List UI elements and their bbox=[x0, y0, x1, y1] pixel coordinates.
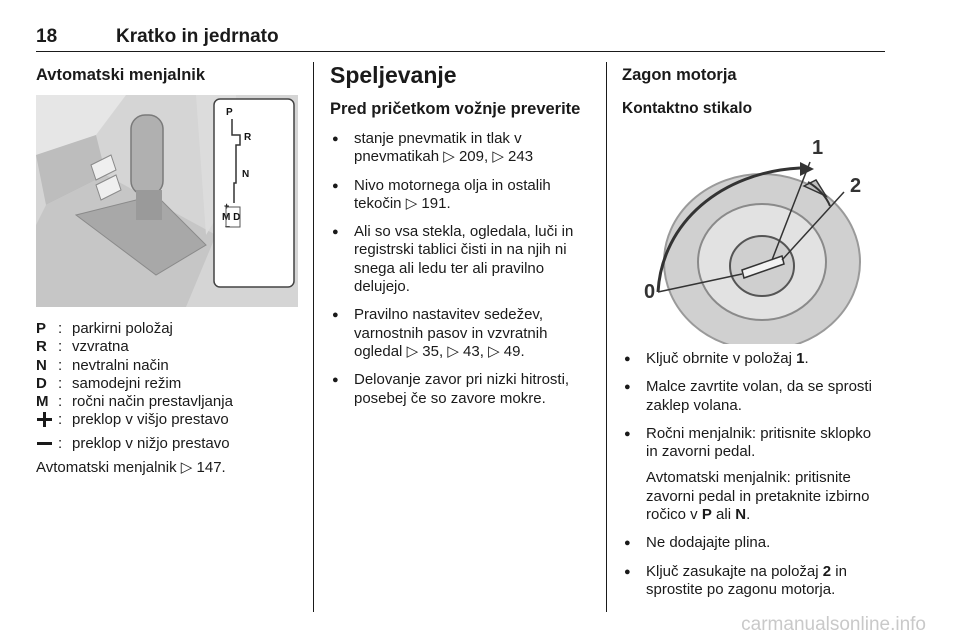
subsection-title: Pred pričetkom vožnje preverite bbox=[330, 100, 581, 118]
legend-text: vzvratna bbox=[72, 338, 129, 356]
page-reference-icon: ▷ bbox=[405, 194, 418, 212]
reference-page[interactable]: 35, bbox=[422, 342, 448, 360]
legend-key: R bbox=[36, 338, 47, 356]
legend-text: preklop v nižjo prestavo bbox=[72, 434, 230, 452]
legend-text: parkirni položaj bbox=[72, 320, 173, 337]
legend-text: samodejni režim bbox=[72, 374, 182, 392]
checklist bbox=[330, 130, 595, 418]
legend-row: N : nevtralni način bbox=[36, 356, 169, 374]
gear-legend bbox=[36, 320, 233, 458]
reference-page[interactable]: 209, bbox=[458, 148, 493, 166]
page-header-title: Kratko in jedrnato bbox=[116, 26, 279, 47]
header-divider bbox=[36, 51, 885, 52]
reference-page[interactable]: 191. bbox=[421, 194, 451, 212]
legend-key: M bbox=[36, 393, 49, 411]
legend-text: ročni način prestavljanja bbox=[72, 393, 233, 411]
legend-row: : preklop v nižjo prestavo bbox=[36, 435, 233, 458]
ignition-switch-illustration bbox=[622, 132, 884, 344]
page-reference-icon: ▷ bbox=[406, 342, 419, 360]
list-item: ● Ali so vsa stekla, ogledala, luči in registrski tablici čisti in na njih ni snega ali ledu ter ali pravilno delujejo. bbox=[330, 223, 595, 296]
gear-label-minus: – bbox=[225, 221, 231, 231]
list-item: ● Ključ zasukajte na položaj 2 in sprostite po zagonu motorja. bbox=[622, 563, 886, 600]
legend-text: nevtralni način bbox=[72, 356, 169, 374]
legend-row: D : samodejni režim bbox=[36, 374, 182, 392]
page-reference-icon: ▷ bbox=[443, 148, 455, 166]
gear-label-r: R bbox=[244, 132, 252, 143]
position-label-0: 0 bbox=[644, 281, 656, 303]
legend-row: R : vzvratna bbox=[36, 338, 129, 356]
legend-key: P bbox=[36, 320, 47, 337]
list-item: ● Ne dodajajte plina. bbox=[622, 534, 886, 552]
legend-text: preklop v višjo prestavo bbox=[72, 411, 229, 429]
gear-label-plus: + bbox=[224, 201, 230, 211]
page-reference-icon: ▷ bbox=[488, 342, 500, 360]
section-title-engine-start: Zagon motorja bbox=[622, 66, 737, 84]
reference-page[interactable]: 243 bbox=[508, 148, 534, 166]
gear-label-p: P bbox=[226, 107, 233, 118]
column-divider-1 bbox=[313, 62, 314, 612]
legend-row: P : parkirni položaj bbox=[36, 320, 173, 337]
legend-key: D bbox=[36, 374, 47, 392]
gear-selector-illustration bbox=[36, 95, 298, 307]
minus-icon bbox=[36, 435, 54, 453]
list-item: ● Ročni menjalnik: pritisnite sklopko in zavorni pedal. Avtomatski menjalnik: pritisnite zavorni pedal in pretaknite izbirno ročico v P ali N. bbox=[622, 425, 886, 524]
subsection-title: Kontaktno stikalo bbox=[622, 100, 753, 117]
page-number: 18 bbox=[36, 26, 58, 47]
section-title-automatic-transmission: Avtomatski menjalnik bbox=[36, 66, 206, 84]
list-item: ● Ključ obrnite v položaj 1. bbox=[622, 350, 886, 368]
reference-page[interactable]: 49. bbox=[503, 342, 525, 360]
reference-page[interactable]: 43, bbox=[463, 342, 489, 360]
legend-row: M : ročni način prestavljanja bbox=[36, 393, 233, 411]
list-item: ● Malce zavrtite volan, da se sprosti zaklep volana. bbox=[622, 378, 886, 415]
list-item: ● Pravilno nastavitev sedežev, varnostnih pasov in vzvratnih ogledal ▷ 35, ▷ 43, ▷ 49. bbox=[330, 306, 595, 361]
start-steps bbox=[622, 350, 886, 609]
position-label-2: 2 bbox=[850, 175, 862, 197]
watermark: carmanualsonline.info bbox=[741, 614, 926, 635]
column-divider-2 bbox=[606, 62, 607, 612]
list-item: ● Nivo motornega olja in ostalih tekočin ▷ 191. bbox=[330, 177, 595, 214]
legend-key: N bbox=[36, 356, 47, 374]
page-reference-icon: ▷ bbox=[492, 148, 504, 166]
gear-label-md: M D bbox=[222, 212, 241, 223]
position-label-1: 1 bbox=[812, 137, 824, 159]
plus-icon bbox=[36, 411, 54, 429]
list-item: ● stanje pnevmatik in tlak v pnevmatikah ▷ 209, ▷ 243 bbox=[330, 130, 595, 167]
page-reference-icon: ▷ bbox=[180, 459, 193, 476]
legend-row: : preklop v višjo prestavo bbox=[36, 411, 233, 434]
cross-reference: Avtomatski menjalnik ▷ 147. bbox=[36, 459, 226, 476]
page-reference-icon: ▷ bbox=[447, 342, 459, 360]
list-item: ● Delovanje zavor pri nizki hitrosti, posebej če so zavore mokre. bbox=[330, 371, 595, 408]
section-title-driving-off: Speljevanje bbox=[330, 62, 457, 88]
gear-label-n: N bbox=[242, 169, 250, 180]
list-item-continuation: Avtomatski menjalnik: pritisnite zavorni pedal in pretaknite izbirno ročico v P ali N. bbox=[646, 469, 870, 524]
reference-page[interactable]: 147. bbox=[196, 459, 226, 476]
